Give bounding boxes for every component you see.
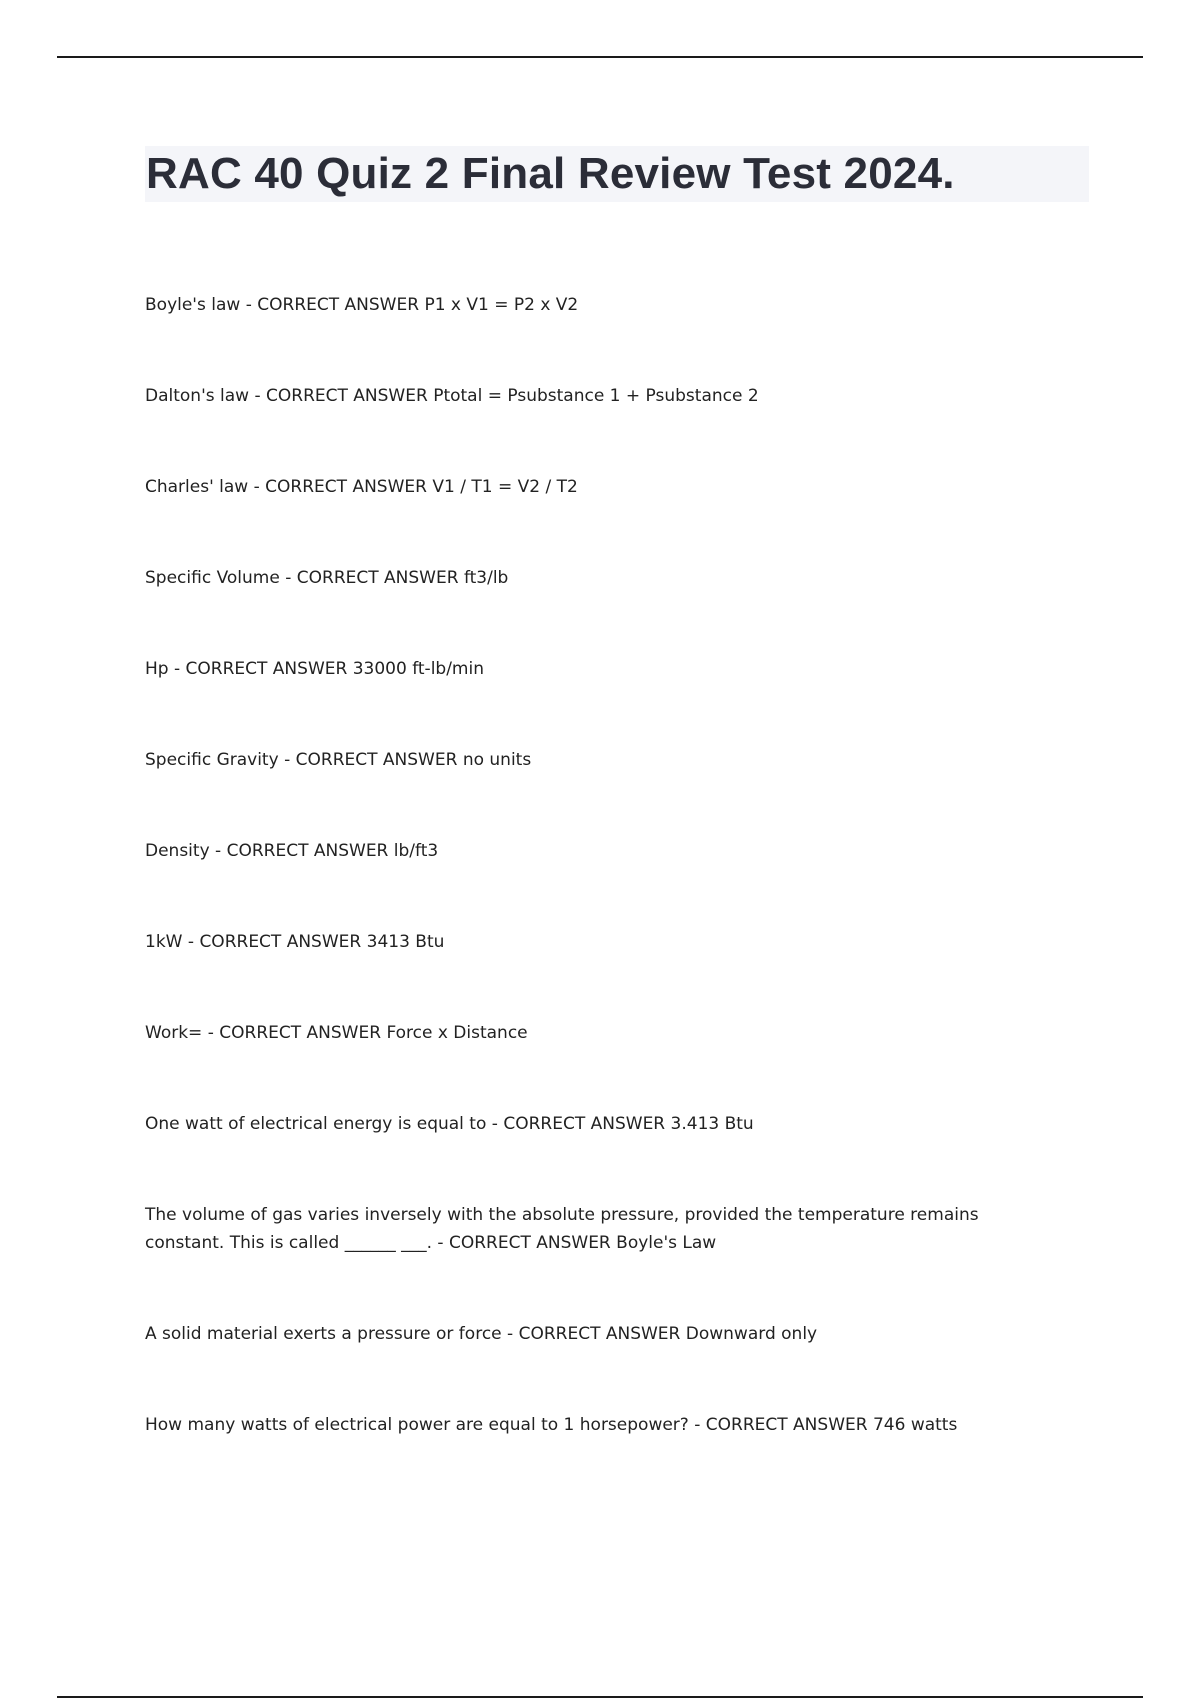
question-text: Hp bbox=[145, 659, 169, 679]
answer-text: Force x Distance bbox=[386, 1023, 528, 1043]
separator: - bbox=[278, 750, 296, 770]
question-text: A solid material exerts a pressure or force bbox=[145, 1324, 502, 1344]
answer-label: CORRECT ANSWER bbox=[199, 932, 362, 952]
separator: - bbox=[279, 568, 297, 588]
qa-item bbox=[145, 1411, 1045, 1439]
question-text: How many watts of electrical power are equal to 1 horsepower? bbox=[145, 1415, 689, 1435]
qa-item bbox=[145, 473, 1045, 501]
separator: - bbox=[209, 841, 227, 861]
separator: - bbox=[240, 295, 258, 315]
answer-label: CORRECT ANSWER bbox=[448, 1233, 611, 1253]
question-text: 1kW bbox=[145, 932, 183, 952]
separator: - bbox=[501, 1324, 519, 1344]
question-text: Density bbox=[145, 841, 210, 861]
qa-item bbox=[145, 1110, 1045, 1138]
qa-item bbox=[145, 1019, 1045, 1047]
answer-label: CORRECT ANSWER bbox=[296, 568, 459, 588]
answer-text: 3413 Btu bbox=[366, 932, 445, 952]
answer-text: Downward only bbox=[685, 1324, 818, 1344]
question-text: Specific Volume bbox=[145, 568, 280, 588]
separator: - bbox=[486, 1114, 504, 1134]
answer-label: CORRECT ANSWER bbox=[295, 750, 458, 770]
qa-item bbox=[145, 291, 1045, 319]
separator: - bbox=[688, 1415, 706, 1435]
separator: - bbox=[168, 659, 186, 679]
qa-item bbox=[145, 655, 1045, 683]
separator: - bbox=[202, 1023, 220, 1043]
answer-text: 3.413 Btu bbox=[670, 1114, 754, 1134]
answer-text: lb/ft3 bbox=[393, 841, 439, 861]
answer-text: Ptotal = Psubstance 1 + Psubstance 2 bbox=[433, 386, 759, 406]
answer-text: Boyle's Law bbox=[616, 1233, 717, 1253]
answer-label: CORRECT ANSWER bbox=[705, 1415, 868, 1435]
separator: - bbox=[248, 477, 266, 497]
answer-label: CORRECT ANSWER bbox=[226, 841, 389, 861]
top-rule bbox=[57, 56, 1143, 58]
answer-label: CORRECT ANSWER bbox=[503, 1114, 666, 1134]
answer-label: CORRECT ANSWER bbox=[185, 659, 348, 679]
answer-text: V1 / T1 = V2 / T2 bbox=[432, 477, 578, 497]
question-text: Dalton's law bbox=[145, 386, 250, 406]
qa-item bbox=[145, 564, 1045, 592]
separator: - bbox=[432, 1233, 449, 1253]
question-text: Specific Gravity bbox=[145, 750, 279, 770]
bottom-rule bbox=[57, 1696, 1143, 1698]
answer-label: CORRECT ANSWER bbox=[265, 477, 427, 497]
document-title: RAC 40 Quiz 2 Final Review Test 2024. bbox=[146, 149, 955, 198]
answer-text: ft3/lb bbox=[463, 568, 509, 588]
qa-item bbox=[145, 928, 1045, 956]
answer-text: P1 x V1 = P2 x V2 bbox=[424, 295, 579, 315]
qa-item bbox=[145, 382, 1045, 410]
question-text: Work= bbox=[145, 1023, 203, 1043]
qa-item bbox=[145, 1320, 1045, 1348]
question-text: Boyle's law bbox=[145, 295, 241, 315]
qa-item bbox=[145, 837, 1045, 865]
question-text: The volume of gas varies inversely with the absolute pressure, provided the temperature remains constant. This is called ______ ___. bbox=[145, 1205, 979, 1253]
separator: - bbox=[182, 932, 200, 952]
question-text: One watt of electrical energy is equal to bbox=[145, 1114, 487, 1134]
separator: - bbox=[249, 386, 267, 406]
answer-label: CORRECT ANSWER bbox=[219, 1023, 382, 1043]
qa-item bbox=[145, 746, 1045, 774]
question-text: Charles' law bbox=[145, 477, 249, 497]
answer-text: 33000 ft-lb/min bbox=[352, 659, 484, 679]
answer-label: CORRECT ANSWER bbox=[266, 386, 428, 406]
answer-label: CORRECT ANSWER bbox=[257, 295, 420, 315]
answer-text: 746 watts bbox=[872, 1415, 958, 1435]
answer-label: CORRECT ANSWER bbox=[518, 1324, 681, 1344]
qa-item bbox=[145, 1201, 1045, 1257]
answer-text: no units bbox=[462, 750, 532, 770]
